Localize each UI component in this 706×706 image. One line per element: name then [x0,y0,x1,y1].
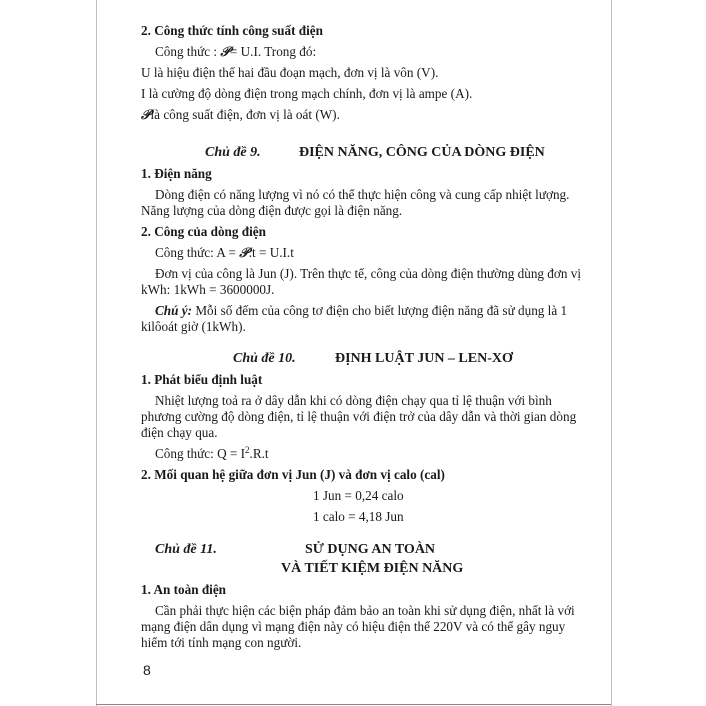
chapter-label: Chủ đề 9. [205,145,261,160]
paragraph-line: U là hiệu điện thế hai đầu đoạn mạch, đơn vị là vôn (V). [141,65,439,80]
section-heading: 1. Phát biểu định luật [141,372,263,387]
paragraph-line: Đơn vị của công là Jun (J). Trên thực tế, công của dòng điện thường dùng đơn vị [155,266,582,281]
chapter-title: ĐIỆN NĂNG, CÔNG CỦA DÒNG ĐIỆN [299,145,545,160]
formula-rest: .R.t [249,446,269,461]
chapter-title: SỬ DỤNG AN TOÀN [305,542,436,557]
paragraph-line: I là cường độ dòng điện trong mạch chính, đơn vị là ampe (A). [141,86,473,101]
formula-rest: = U.I. Trong đó: [229,44,317,59]
chapter-label: Chủ đề 10. [233,351,296,366]
section-heading: 1. An toàn điện [141,582,227,597]
power-definition: là công suất điện, đơn vị là oát (W). [150,107,340,122]
formula-prefix: Công thức: A = [155,245,240,260]
paragraph-line: kWh: 1kWh = 3600000J. [141,282,275,297]
paragraph-line: hiểm tới tính mạng con người. [141,635,302,650]
section-heading: 2. Công thức tính công suất điện [141,23,323,38]
power-symbol: 𝒫 [220,45,230,60]
page-edge-bottom [96,704,611,705]
page-edge-right [611,0,612,706]
section-heading: 1. Điện năng [141,166,212,181]
power-symbol: 𝒫 [141,108,151,123]
section-heading: 2. Công của dòng điện [141,224,266,239]
formula-exponent: 2 [245,445,250,455]
page-edge-left [96,0,97,706]
paragraph-line: phương cường độ dòng điện, tỉ lệ thuận với điện trở của dây dẫn và thời gian dòng [141,409,577,424]
equation-line: 1 Jun = 0,24 calo [313,488,404,503]
formula-prefix: Công thức: Q = I [155,446,246,461]
chapter-title: ĐỊNH LUẬT JUN – LEN-XƠ [335,351,513,366]
note-text: Mỗi số đếm của công tơ điện cho biết lượng điện năng đã sử dụng là 1 [192,303,568,318]
paragraph-line: mạng điện dân dụng vì mạng điện này có hiệu điện thế 220V và có thể gây nguy [141,619,566,634]
equation-line: 1 calo = 4,18 Jun [313,509,404,524]
page-number: 8 [143,662,151,678]
paragraph-line: Dòng điện có năng lượng vì nó có thể thực hiện công và cung cấp nhiệt lượng. [155,187,570,202]
note-label: Chú ý: [155,303,193,318]
formula-rest: .t = U.I.t [248,245,294,260]
paragraph-line: kilôoát giờ (1kWh). [141,319,246,334]
chapter-title: VÀ TIẾT KIỆM ĐIỆN NĂNG [281,561,464,576]
note-line [155,303,567,319]
formula-line [155,446,269,462]
paragraph-line: Nhiệt lượng toả ra ở dây dẫn khi có dòng điện chạy qua tỉ lệ thuận với bình [155,393,552,408]
power-symbol: 𝒫 [239,246,249,261]
paragraph-line: Cần phải thực hiện các biện pháp đảm bảo an toàn khi sử dụng điện, nhất là với [155,603,575,618]
paragraph-line [141,107,340,124]
paragraph-line: Năng lượng của dòng điện được gọi là điện năng. [141,203,403,218]
formula-line [155,44,316,61]
formula-prefix: Công thức : [155,44,221,59]
paragraph-line: điện chạy qua. [141,425,218,440]
formula-line [155,245,294,262]
section-heading: 2. Mối quan hệ giữa đơn vị Jun (J) và đơn vị calo (cal) [141,467,445,482]
chapter-label: Chủ đề 11. [155,542,217,557]
